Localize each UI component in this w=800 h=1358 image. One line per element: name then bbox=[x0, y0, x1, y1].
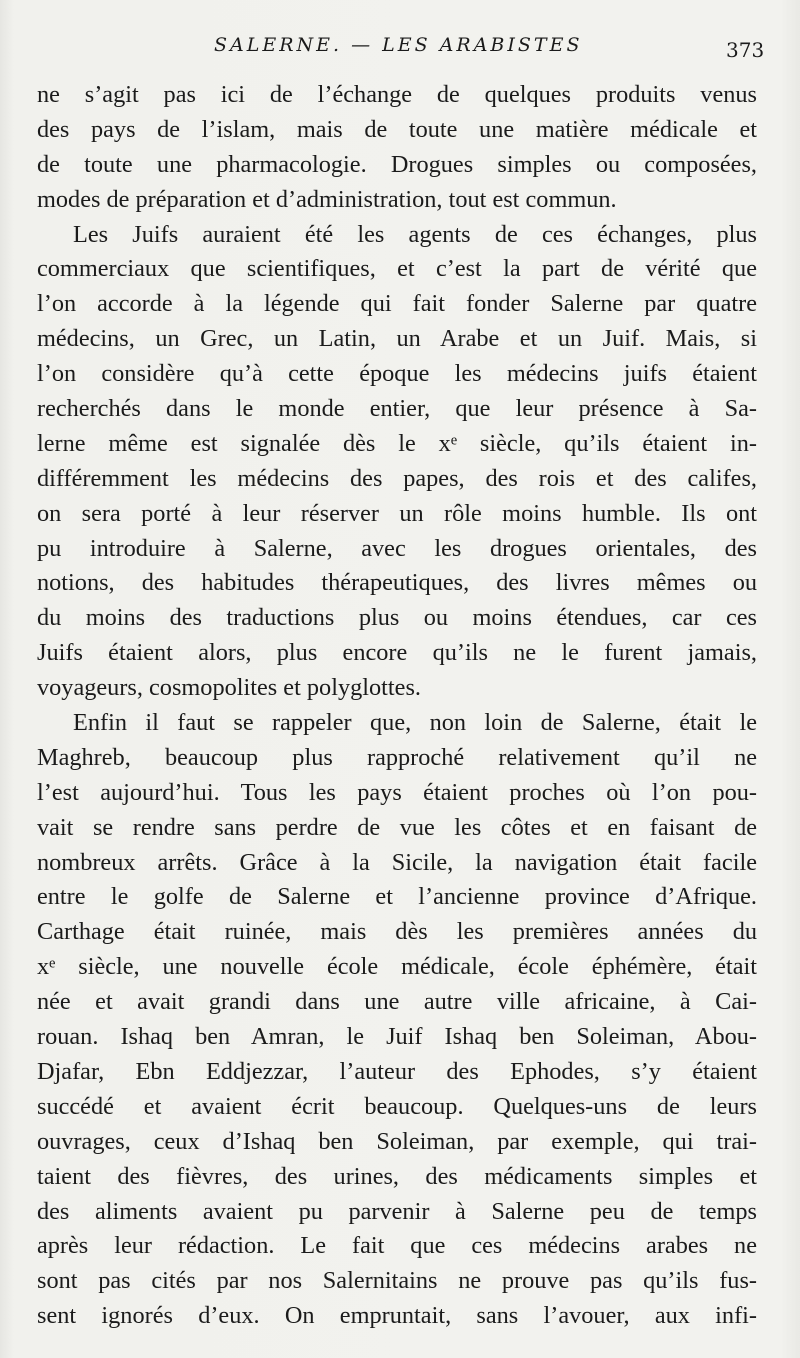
text-line: Enfin il faut se rappeler que, non loin de Salerne, était le bbox=[73, 709, 757, 737]
text-line: de toute une pharmacologie. Drogues simples ou composées, bbox=[37, 150, 757, 178]
page-number: 373 bbox=[726, 38, 765, 62]
text-line: née et avait grandi dans une autre ville africaine, à Cai- bbox=[37, 988, 757, 1016]
text-line: notions, des habitudes thérapeutiques, des livres mêmes ou bbox=[37, 569, 757, 597]
text-line: on sera porté à leur réserver un rôle moins humble. Ils ont bbox=[37, 499, 757, 527]
text-line: xᵉ siècle, une nouvelle école médicale, école éphémère, était bbox=[37, 953, 757, 981]
text-line: modes de préparation et d’administration, tout est commun. bbox=[37, 185, 617, 213]
text-line: voyageurs, cosmopolites et polyglottes. bbox=[37, 674, 421, 702]
text-line: du moins des traductions plus ou moins étendues, car ces bbox=[37, 604, 757, 632]
text-line: lerne même est signalée dès le xᵉ siècle, qu’ils étaient in- bbox=[37, 429, 757, 457]
text-line: des aliments avaient pu parvenir à Salerne peu de temps bbox=[37, 1197, 757, 1225]
text-line: médecins, un Grec, un Latin, un Arabe et un Juif. Mais, si bbox=[37, 325, 757, 353]
text-line: des pays de l’islam, mais de toute une matière médicale et bbox=[37, 115, 757, 143]
text-line: Djafar, Ebn Eddjezzar, l’auteur des Ephodes, s’y étaient bbox=[37, 1057, 757, 1085]
text-line: entre le golfe de Salerne et l’ancienne province d’Afrique. bbox=[37, 883, 757, 911]
text-line: taient des fièvres, des urines, des médicaments simples et bbox=[37, 1162, 757, 1190]
text-line: l’on accorde à la légende qui fait fonder Salerne par quatre bbox=[37, 290, 757, 318]
text-line: Carthage était ruinée, mais dès les premières années du bbox=[37, 918, 757, 946]
text-line: différemment les médecins des papes, des rois et des califes, bbox=[37, 464, 757, 492]
text-line: ouvrages, ceux d’Ishaq ben Soleiman, par exemple, qui trai- bbox=[37, 1127, 757, 1155]
running-title: SALERNE. — LES ARABISTES bbox=[214, 34, 583, 56]
text-line: Juifs étaient alors, plus encore qu’ils ne le furent jamais, bbox=[37, 639, 757, 667]
text-line: commerciaux que scientifiques, et c’est la part de vérité que bbox=[37, 255, 757, 283]
running-head bbox=[0, 34, 800, 62]
text-line: succédé et avaient écrit beaucoup. Quelques-uns de leurs bbox=[37, 1092, 757, 1120]
text-line: l’on considère qu’à cette époque les médecins juifs étaient bbox=[37, 360, 757, 388]
text-line: après leur rédaction. Le fait que ces médecins arabes ne bbox=[37, 1232, 757, 1260]
text-line: pu introduire à Salerne, avec les drogues orientales, des bbox=[37, 534, 757, 562]
text-line: rouan. Ishaq ben Amran, le Juif Ishaq ben Soleiman, Abou- bbox=[37, 1023, 757, 1051]
text-line: l’est aujourd’hui. Tous les pays étaient proches où l’on pou- bbox=[37, 778, 757, 806]
text-line: Maghreb, beaucoup plus rapproché relativement qu’il ne bbox=[37, 743, 757, 771]
text-line: vait se rendre sans perdre de vue les côtes et en faisant de bbox=[37, 813, 757, 841]
text-line: recherchés dans le monde entier, que leur présence à Sa- bbox=[37, 395, 757, 423]
text-line: nombreux arrêts. Grâce à la Sicile, la navigation était facile bbox=[37, 848, 757, 876]
body-text bbox=[37, 78, 757, 1334]
text-line: ne s’agit pas ici de l’échange de quelques produits venus bbox=[37, 81, 757, 108]
text-line: sent ignorés d’eux. On empruntait, sans l’avouer, aux infi- bbox=[37, 1302, 757, 1330]
text-line: Les Juifs auraient été les agents de ces échanges, plus bbox=[73, 220, 757, 248]
text-line: sont pas cités par nos Salernitains ne prouve pas qu’ils fus- bbox=[37, 1267, 757, 1295]
